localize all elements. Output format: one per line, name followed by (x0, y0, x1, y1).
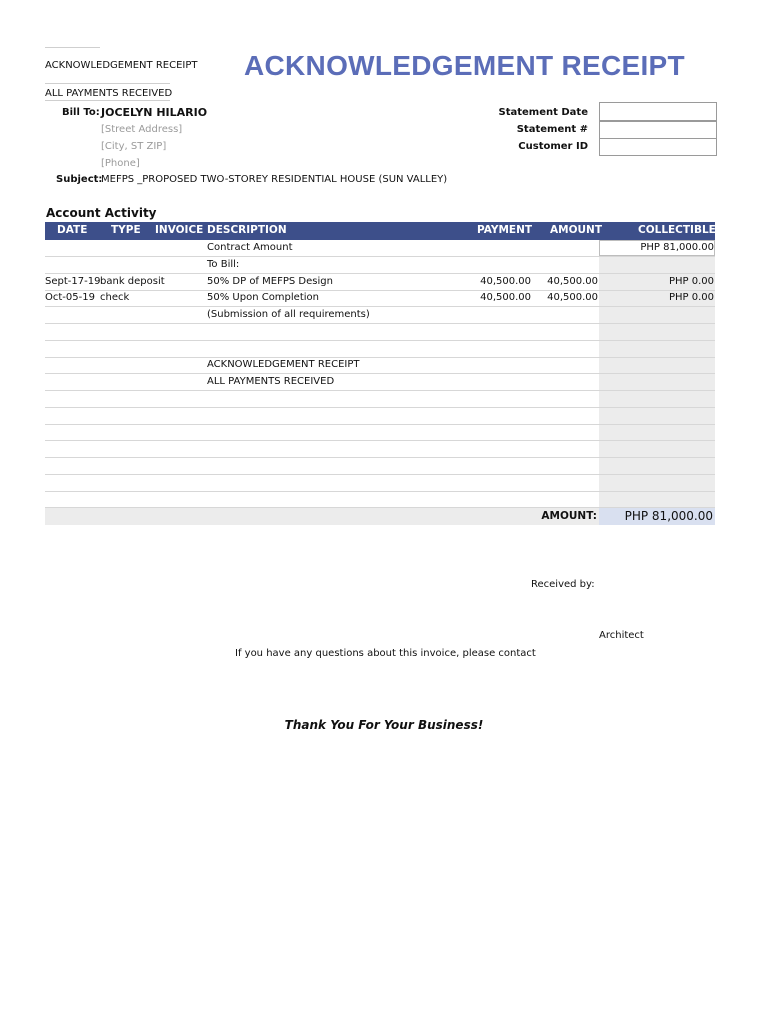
received-by-label: Received by: (531, 579, 595, 590)
cell-date: Sept-17-19 (45, 275, 101, 287)
cell-amount: 40,500.00 (547, 292, 598, 304)
col-type: TYPE (111, 224, 141, 236)
table-row (45, 475, 715, 492)
cell-payment: 40,500.00 (480, 292, 531, 304)
cell-collectible: PHP 81,000.00 (640, 242, 714, 253)
cell-description: ACKNOWLEDGEMENT RECEIPT (207, 359, 360, 371)
cell-amount: 40,500.00 (547, 275, 598, 287)
col-invoice: INVOICE (155, 224, 204, 236)
table-row (45, 374, 715, 391)
bill-to-street: [Street Address] (101, 124, 183, 135)
statement-date-label: Statement Date (498, 107, 588, 118)
table-row (45, 341, 715, 358)
table-row (45, 491, 715, 508)
total-value: PHP 81,000.00 (624, 509, 713, 523)
col-payment: PAYMENT (477, 224, 533, 236)
bill-to-label: Bill To: (62, 107, 100, 118)
account-activity-title: Account Activity (46, 206, 157, 220)
subject-label: Subject: (56, 174, 103, 185)
statement-number-label: Statement # (516, 124, 588, 135)
page-title: ACKNOWLEDGEMENT RECEIPT (244, 50, 685, 81)
bill-to-name: JOCELYN HILARIO (101, 106, 208, 119)
col-amount: AMOUNT (550, 224, 602, 236)
table-row (45, 391, 715, 408)
cell-description: Contract Amount (207, 242, 293, 253)
col-date: DATE (57, 224, 88, 236)
questions-text: If you have any questions about this invoice, please contact (235, 648, 536, 659)
table-row (45, 274, 715, 291)
thank-you-text: Thank You For Your Business! (284, 718, 484, 732)
table-row (45, 290, 715, 307)
left-title-1: ACKNOWLEDGEMENT RECEIPT (45, 60, 198, 71)
customer-id-field[interactable] (599, 138, 717, 156)
cell-description: 50% DP of MEFPS Design (207, 275, 333, 287)
cell-description: ALL PAYMENTS RECEIVED (207, 376, 335, 387)
cell-description: To Bill: (207, 258, 240, 270)
table-row (45, 307, 715, 324)
table-row (45, 240, 715, 257)
col-description: DESCRIPTION (207, 224, 287, 236)
subject-text: MEFPS _PROPOSED TWO-STOREY RESIDENTIAL HOUSE (SUN VALLEY) (101, 174, 448, 185)
cell-type: bank deposit (100, 275, 165, 287)
table-row (45, 257, 715, 274)
statement-number-field[interactable] (599, 121, 717, 139)
cell-collectible: PHP 0.00 (668, 275, 714, 287)
table-row (45, 441, 715, 458)
table-row (45, 408, 715, 425)
total-label: AMOUNT: (541, 510, 597, 522)
table-row (45, 424, 715, 441)
cell-description: 50% Upon Completion (207, 292, 319, 304)
col-collectible: COLLECTIBLE (638, 224, 716, 236)
statement-date-field[interactable] (599, 102, 717, 121)
left-title-2: ALL PAYMENTS RECEIVED (45, 88, 173, 99)
cell-type: check (100, 292, 130, 304)
customer-id-label: Customer ID (518, 141, 588, 152)
bill-to-phone: [Phone] (101, 158, 140, 169)
architect-label: Architect (599, 630, 644, 641)
cell-description: (Submission of all requirements) (207, 309, 370, 320)
cell-collectible: PHP 0.00 (668, 292, 714, 304)
table-header (45, 222, 715, 240)
table-row (45, 357, 715, 374)
cell-payment: 40,500.00 (480, 275, 531, 287)
cell-date: Oct-05-19 (45, 292, 95, 304)
table-row (45, 324, 715, 341)
bill-to-city: [City, ST ZIP] (101, 141, 167, 152)
table-row (45, 458, 715, 475)
